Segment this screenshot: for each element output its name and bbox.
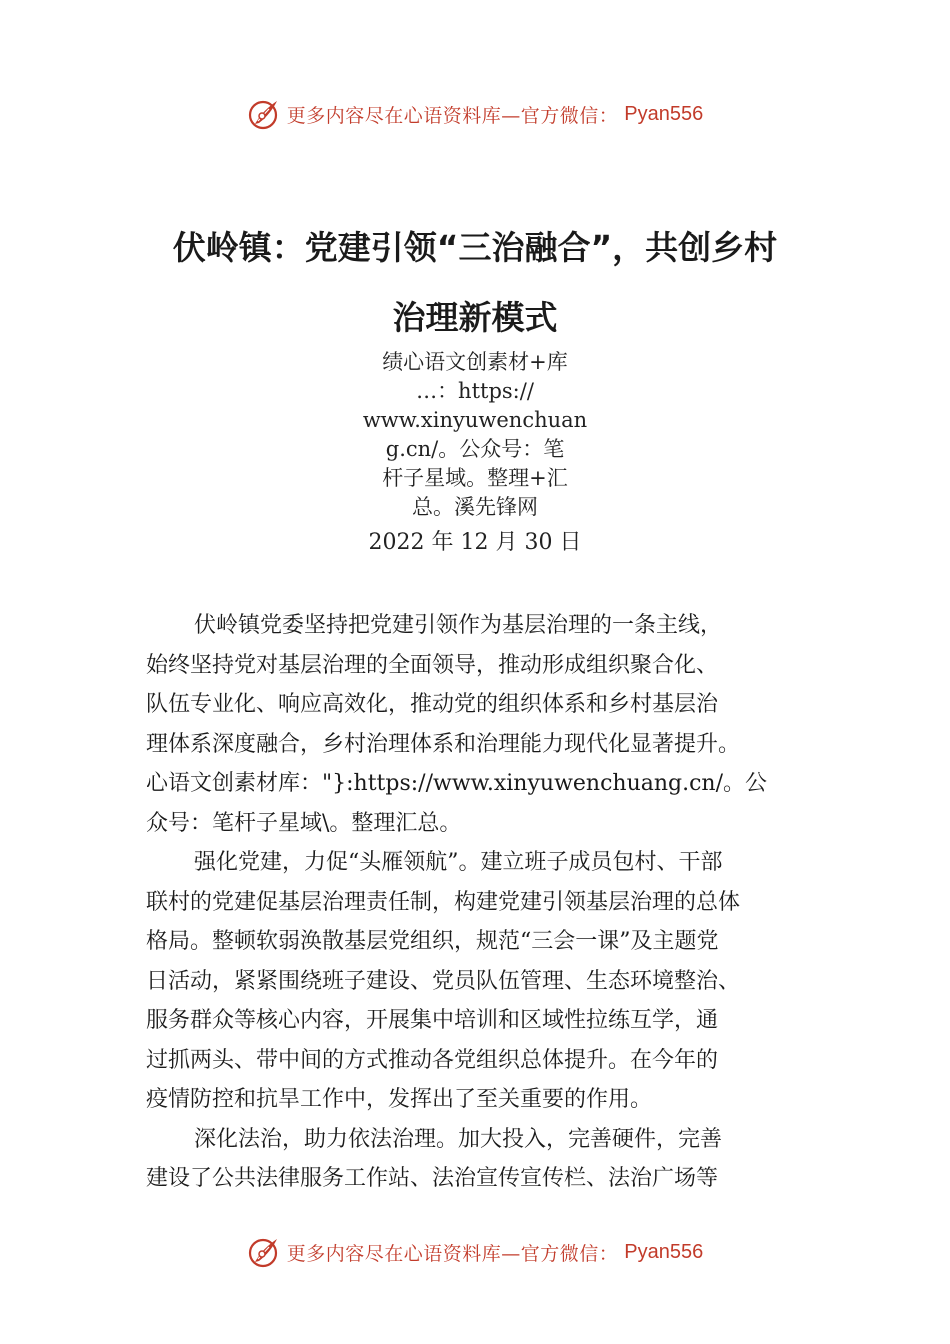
- publish-date: 2022 年 12 月 30 日: [368, 530, 582, 555]
- footer-watermark: [0, 1232, 950, 1272]
- body-line: 日活动，紧紧围绕班子建设、党员队伍管理、生态环境整治、: [146, 968, 741, 994]
- watermark-wechat-id: Pyan556: [624, 102, 704, 125]
- body-line: 格局。整顿软弱涣散基层党组织，规范“三会一课”及主题党: [146, 929, 719, 954]
- body-line: 联村的党建促基层治理责任制，构建党建引领基层治理的总体: [146, 889, 741, 915]
- source-line: …：https://: [416, 379, 534, 403]
- body-line: 服务群众等核心内容，开展集中培训和区域性拉练互学，通: [146, 1008, 719, 1033]
- source-line: 绩心语文创素材+库: [382, 350, 568, 374]
- quill-logo-icon: [247, 1235, 281, 1269]
- body-line: 建设了公共法律服务工作站、法治宣传宣传栏、法治广场等: [146, 1166, 719, 1191]
- body-line: 心语文创素材库："}:https://www.xinyuwenchuang.cn/。公: [146, 771, 768, 796]
- body-line: 过抓两头、带中间的方式推动各党组织总体提升。在今年的: [146, 1047, 719, 1073]
- watermark-text: 更多内容尽在心语资料库—官方微信：: [286, 1242, 619, 1265]
- body-line: 伏岭镇党委坚持把党建引领作为基层治理的一条主线，: [194, 613, 723, 638]
- watermark-text: 更多内容尽在心语资料库—官方微信：: [286, 104, 619, 127]
- source-line: g.cn/。公众号：笔: [385, 437, 565, 461]
- body-line: 众号：笔杆子星域\。整理汇总。: [146, 810, 462, 836]
- article-title-line-2: 治理新模式: [392, 298, 558, 337]
- body-line: 强化党建，力促“头雁领航”。建立班子成员包村、干部: [194, 850, 723, 875]
- article-body: [146, 606, 846, 1199]
- header-watermark: [0, 94, 950, 134]
- body-line: 深化法治，助力依法治理。加大投入，完善硬件，完善: [194, 1126, 723, 1152]
- source-line: 总。溪先锋网: [412, 495, 538, 519]
- quill-logo-icon: [247, 97, 281, 131]
- source-info: [340, 348, 610, 522]
- source-line: www.xinyuwenchuan: [362, 408, 588, 432]
- source-line: 杆子星域。整理+汇: [382, 466, 568, 490]
- body-line: 疫情防控和抗旱工作中，发挥出了至关重要的作用。: [146, 1087, 653, 1112]
- body-line: 始终坚持党对基层治理的全面领导，推动形成组织聚合化、: [146, 652, 719, 678]
- body-line: 队伍专业化、响应高效化，推动党的组织体系和乡村基层治: [146, 692, 719, 717]
- watermark-wechat-id: Pyan556: [624, 1240, 704, 1263]
- article-title-line-1: 伏岭镇：党建引领“三治融合”，共创乡村: [172, 228, 778, 267]
- body-line: 理体系深度融合，乡村治理体系和治理能力现代化显著提升。: [146, 731, 741, 757]
